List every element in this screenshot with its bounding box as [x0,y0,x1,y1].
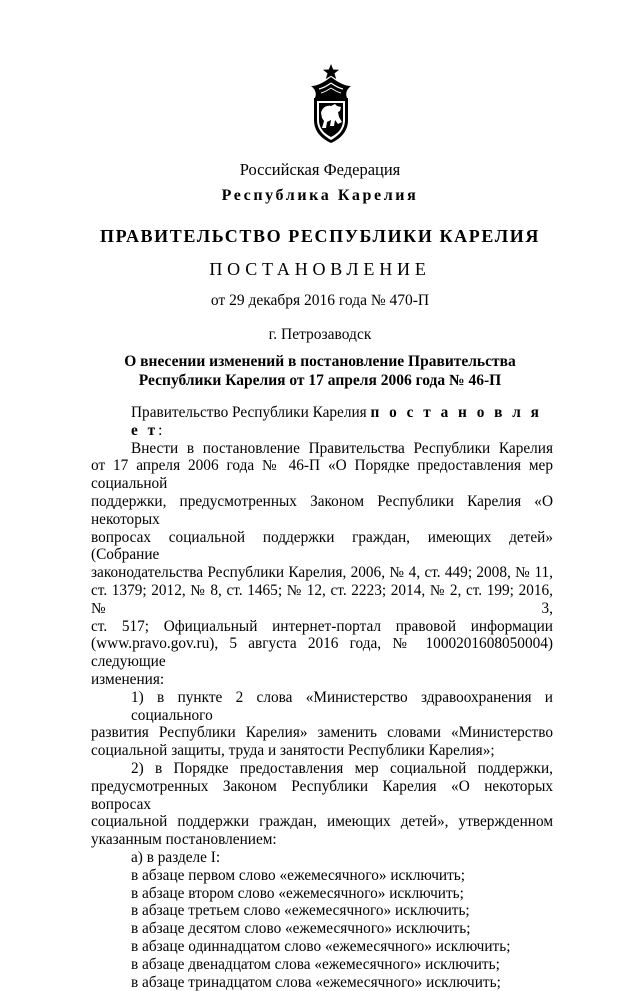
paragraph-line: предусмотренных Законом Республики Карелия «О некоторых вопросах [91,778,553,814]
country-name: Российская Федерация [0,160,640,180]
title-line: Республики Карелия от 17 апреля 2006 года № 46-П [0,371,640,390]
document-title [0,352,640,390]
preamble [91,404,553,440]
paragraph-line: ст. 1379; 2012, № 8, ст. 1465; № 12, ст. 2223; 2014, № 2, ст. 199; 2016, № 3, [91,582,553,618]
paragraph-line: вопросах социальной поддержки граждан, имеющих детей» (Собрание [91,529,553,565]
document-body [91,404,553,991]
paragraph-line: социальной поддержки граждан, имеющих детей», утвержденном [91,813,553,831]
paragraph-line: изменения: [91,671,553,689]
paragraph-line: указанным постановлением: [91,831,553,849]
list-item: в абзаце тринадцатом слова «ежемесячного» исключить; [91,974,553,991]
decree-word: п о с т а н о в л я е т [131,404,542,439]
paragraph-line: поддержки, предусмотренных Законом Республики Карелия «О некоторых [91,493,553,529]
paragraph-line: законодательства Республики Карелия, 2006, № 4, ст. 449; 2008, № 11, [91,564,553,582]
paragraph-line: (www.pravo.gov.ru), 5 августа 2016 года, № 1000201608050004) следующие [91,635,553,671]
city-name: г. Петрозаводск [0,326,640,344]
list-item: в абзаце двенадцатом слова «ежемесячного» исключить; [91,956,553,974]
title-line: О внесении изменений в постановление Правительства [0,352,640,371]
list-item: в абзаце первом слово «ежемесячного» исключить; [91,867,553,885]
paragraph-line: от 17 апреля 2006 года № 46-П «О Порядке предоставления мер социальной [91,457,553,493]
paragraph-line: 1) в пункте 2 слова «Министерство здравоохранения и социального [91,689,553,725]
paragraph-line: 2) в Порядке предоставления мер социальной поддержки, [91,760,553,778]
list-item: в абзаце втором слово «ежемесячного» исключить; [91,885,553,903]
paragraph-line: развития Республики Карелия» заменить словами «Министерство [91,724,553,742]
republic-name: Республика Карелия [0,187,640,205]
list-item: а) в разделе I: [91,849,553,867]
document-date-number: от 29 декабря 2016 года № 470-П [0,292,640,310]
government-name: ПРАВИТЕЛЬСТВО РЕСПУБЛИКИ КАРЕЛИЯ [0,226,640,247]
preamble-text: Правительство Республики Карелия [131,404,371,421]
list-item: в абзаце одиннадцатом слово «ежемесячного» исключить; [91,938,553,956]
coat-of-arms-icon [301,64,361,144]
document-type: ПОСТАНОВЛЕНИЕ [0,259,640,280]
preamble-colon: : [158,422,162,439]
list-item: в абзаце третьем слово «ежемесячного» исключить; [91,902,553,920]
paragraph-line: социальной защиты, труда и занятости Республики Карелия»; [91,742,553,760]
paragraph-line: Внести в постановление Правительства Республики Карелия [91,440,553,458]
list-item: в абзаце десятом слово «ежемесячного» исключить; [91,920,553,938]
paragraph-line: ст. 517; Официальный интернет-портал правовой информации [91,618,553,636]
